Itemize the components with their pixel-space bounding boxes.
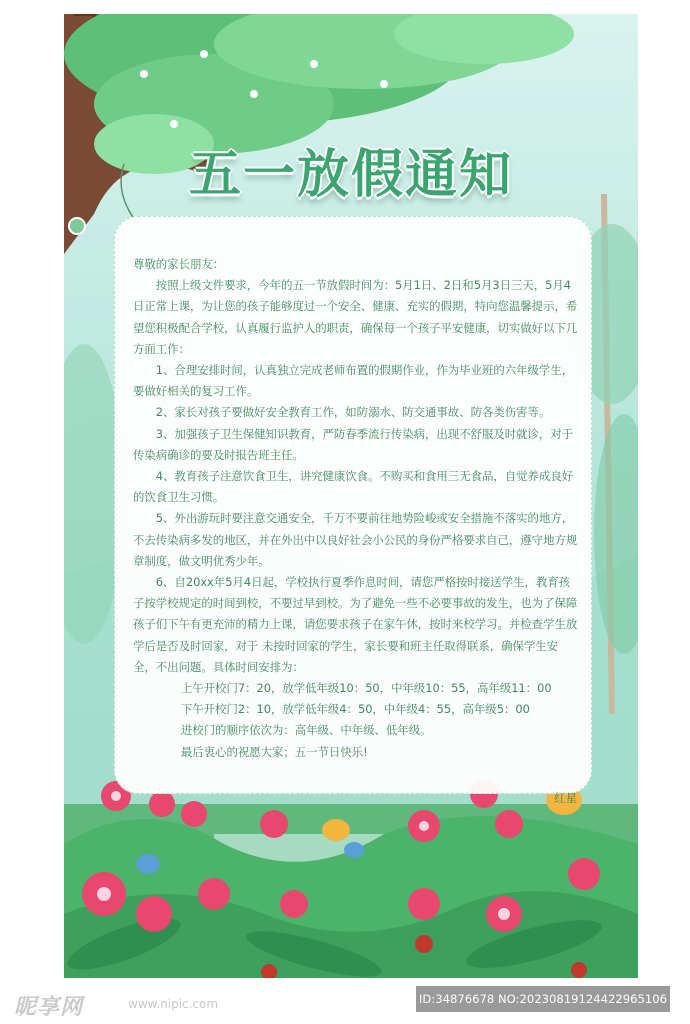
- closing-wish: 最后衷心的祝愿大家；五一节日快乐!: [180, 744, 368, 759]
- poster: [64, 14, 638, 978]
- watermark-url: www.nipic.com: [128, 997, 219, 1011]
- poster-title: 五一放假通知: [188, 145, 513, 205]
- watermark-footer: [0, 982, 690, 1024]
- schedule-order: 进校门的顺序依次为：高年级、中年级、低年级。: [180, 723, 432, 738]
- paragraph-item-2: 2、家长对孩子要做好安全教育工作，如防溺水、防交通事故、防各类伤害等。: [155, 405, 551, 420]
- paragraph-item-5: 5、外出游玩时要注意交通安全，千万不要前往地势险峻或安全措施不落实的地方，不去传染病多发的地区，并在外出中以良好社会小公民的身份严格要求自己，遵守地方规章制度，做文明优秀少年。: [133, 511, 578, 568]
- watermark-logo: 昵享网: [14, 995, 84, 1020]
- paragraph-intro: 按照上级文件要求，今年的五一节放假时间为：5月1日、2日和5月3日三天，5月4日正常上课，为让您的孩子能够度过一个安全、健康、充实的假期，特向您温馨提示，希望您积极配合学校，认真履行监护人的职责，确保每一个孩子平安健康，切实做好以下几方面工作：: [133, 278, 578, 356]
- watermark-id: ID:34876678 NO:20230819124422965106: [416, 986, 670, 1012]
- paragraph-item-6: 6、自20xx年5月4日起，学校执行夏季作息时间，请您严格按时接送学生，教育孩子按学校规定的时间到校，不要过早到校。为了避免一些不必要事故的发生，也为了保障孩子们下午有更充沛的精力上课，请您要求孩子在家午休，按时来校学习。并检查学生放学后是否及时回家，对于 未按时回家的学生，家长要和班主任取得联系，确保学生安全，不出问题。具体时间安排为：: [133, 575, 578, 674]
- hanging-hook-dot: [68, 217, 86, 235]
- paragraph-item-1: 1、合理安排时间，认真独立完成老师布置的假期作业，作为毕业班的六年级学生，要做好相关的复习工作。: [133, 363, 574, 399]
- schedule-afternoon: 下午开校门2：10，放学低年级4：50，中年级4：55，高年级5：00: [180, 702, 530, 717]
- paragraph-item-3: 3、加强孩子卫生保健知识教育，严防春季流行传染病，出现不舒服及时就诊，对于传染病确诊的要及时报告班主任。: [133, 426, 574, 462]
- notice-card: [114, 216, 592, 805]
- schedule-morning: 上午开校门7：20，放学低年级10：50，中年级10：55，高年级11：00: [180, 681, 552, 696]
- paragraph-item-4: 4、教育孩子注意饮食卫生，讲究健康饮食。不购买和食用三无食品，自觉养成良好的饮食卫生习惯。: [133, 469, 574, 505]
- signature: 红星: [554, 791, 577, 805]
- notice-body: [133, 254, 579, 763]
- greeting: 尊敬的家长朋友：: [133, 257, 225, 271]
